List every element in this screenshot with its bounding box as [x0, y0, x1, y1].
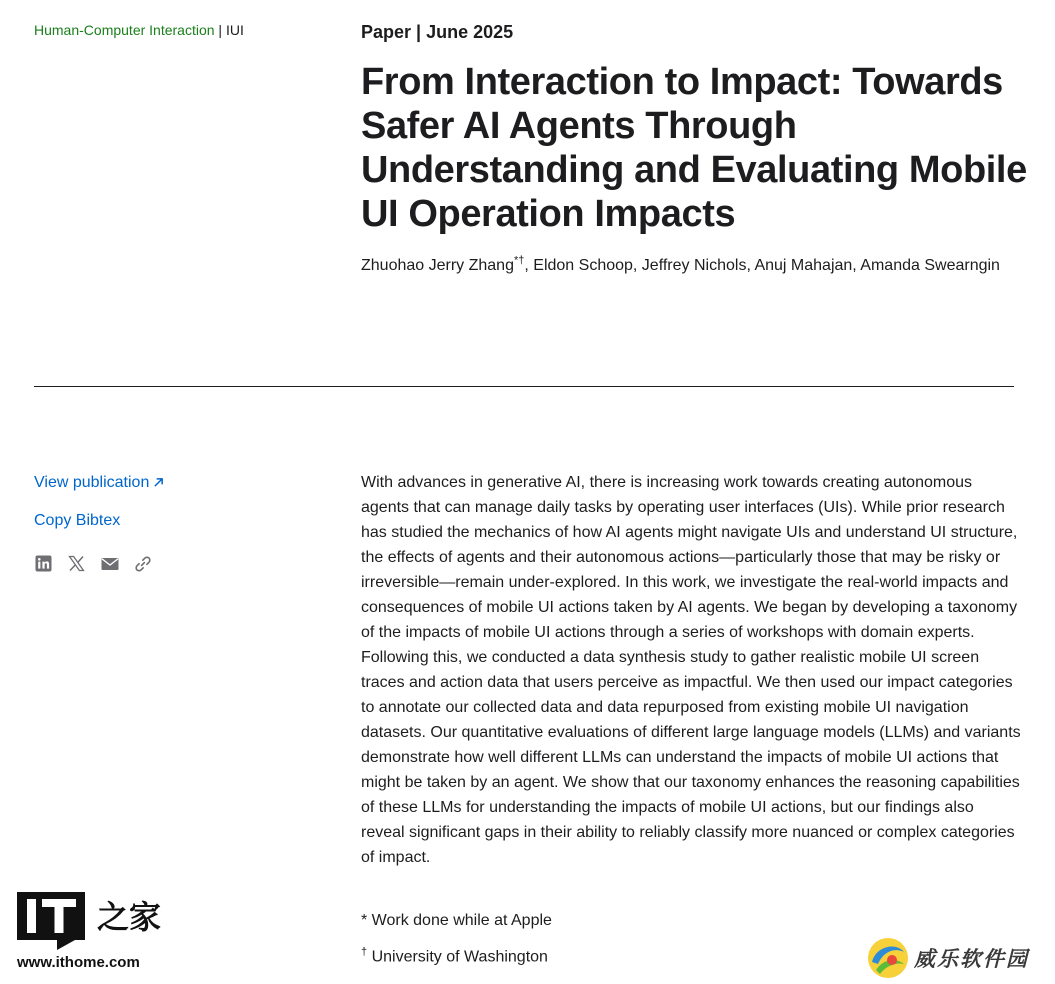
breadcrumb-topic-link[interactable]: Human-Computer Interaction: [34, 22, 215, 38]
section-divider: [34, 386, 1014, 387]
email-icon: [101, 557, 119, 571]
linkedin-icon: [35, 555, 52, 572]
external-arrow-icon: [153, 477, 164, 488]
linkedin-share-button[interactable]: [34, 554, 53, 573]
svg-text:之家: 之家: [97, 898, 162, 936]
ithome-watermark: [17, 890, 162, 974]
author-first: Zhuohao Jerry Zhang: [361, 257, 514, 274]
author-rest: , Eldon Schoop, Jeffrey Nichols, Anuj Mahajan, Amanda Swearngin: [524, 257, 1000, 274]
ithome-logo: [17, 890, 162, 950]
copy-link-button[interactable]: [133, 554, 152, 573]
footnote-apple-text: * Work done while at Apple: [361, 912, 552, 929]
abstract-text: With advances in generative AI, there is increasing work towards creating autonomous agents that can manage daily tasks by operating user interfaces (UIs). While prior research has studied the mechanics of how AI agents might navigate UIs and understand UI structure, the effects of agents and their autonomous actions—particularly those that may be risky or irreversible—remain under-explored. In this work, we investigate the real-world impacts and consequences of mobile UI actions taken by AI agents. We began by developing a taxonomy of the impacts of mobile UI actions through a series of workshops with domain experts. Following this, we conducted a data synthesis study to gather realistic mobile UI screen traces and action data that users perceive as impactful. We then used our impact categories to annotate our collected data and data repurposed from existing mobile UI navigation datasets. Our quantitative evaluations of different large language models (LLMs) and variants demonstrate how well different LLMs can understand the impacts of mobile UI actions that might be taken by an agent. We show that our taxonomy enhances the reasoning capabilities of these LLMs for understanding the impacts of mobile UI actions, but our findings also reveal significant gaps in their ability to reliably classify more nuanced or complex categories of impact.: [361, 474, 1021, 866]
share-toolbar: [34, 554, 152, 573]
footnote-uw: [361, 941, 548, 968]
email-share-button[interactable]: [100, 554, 119, 573]
site-watermark-text: 威乐软件园: [914, 946, 1029, 971]
page-title: From Interaction to Impact: Towards Safer AI Agents Through Understanding and Evaluating Mobile UI Operation Impacts: [361, 61, 1027, 235]
site-watermark: [866, 936, 1029, 980]
x-icon: [68, 555, 85, 572]
site-logo-icon: [866, 936, 910, 980]
breadcrumb-separator: |: [218, 22, 223, 38]
x-share-button[interactable]: [67, 554, 86, 573]
author-affiliation-marks: *†: [513, 254, 525, 267]
author-list: [361, 253, 1011, 278]
ithome-url: www.ithome.com: [17, 954, 140, 971]
footnote-uw-mark: †: [361, 946, 368, 958]
breadcrumb: [34, 21, 244, 39]
paper-meta: Paper | June 2025: [361, 22, 514, 42]
view-publication-label: View publication: [34, 474, 150, 491]
footnote-apple: [361, 910, 552, 932]
copy-bibtex-button[interactable]: Copy Bibtex: [34, 512, 121, 529]
breadcrumb-venue: IUI: [225, 22, 244, 38]
view-publication-link[interactable]: [34, 472, 164, 494]
footnote-uw-text: University of Washington: [367, 948, 548, 966]
link-icon: [134, 555, 152, 573]
